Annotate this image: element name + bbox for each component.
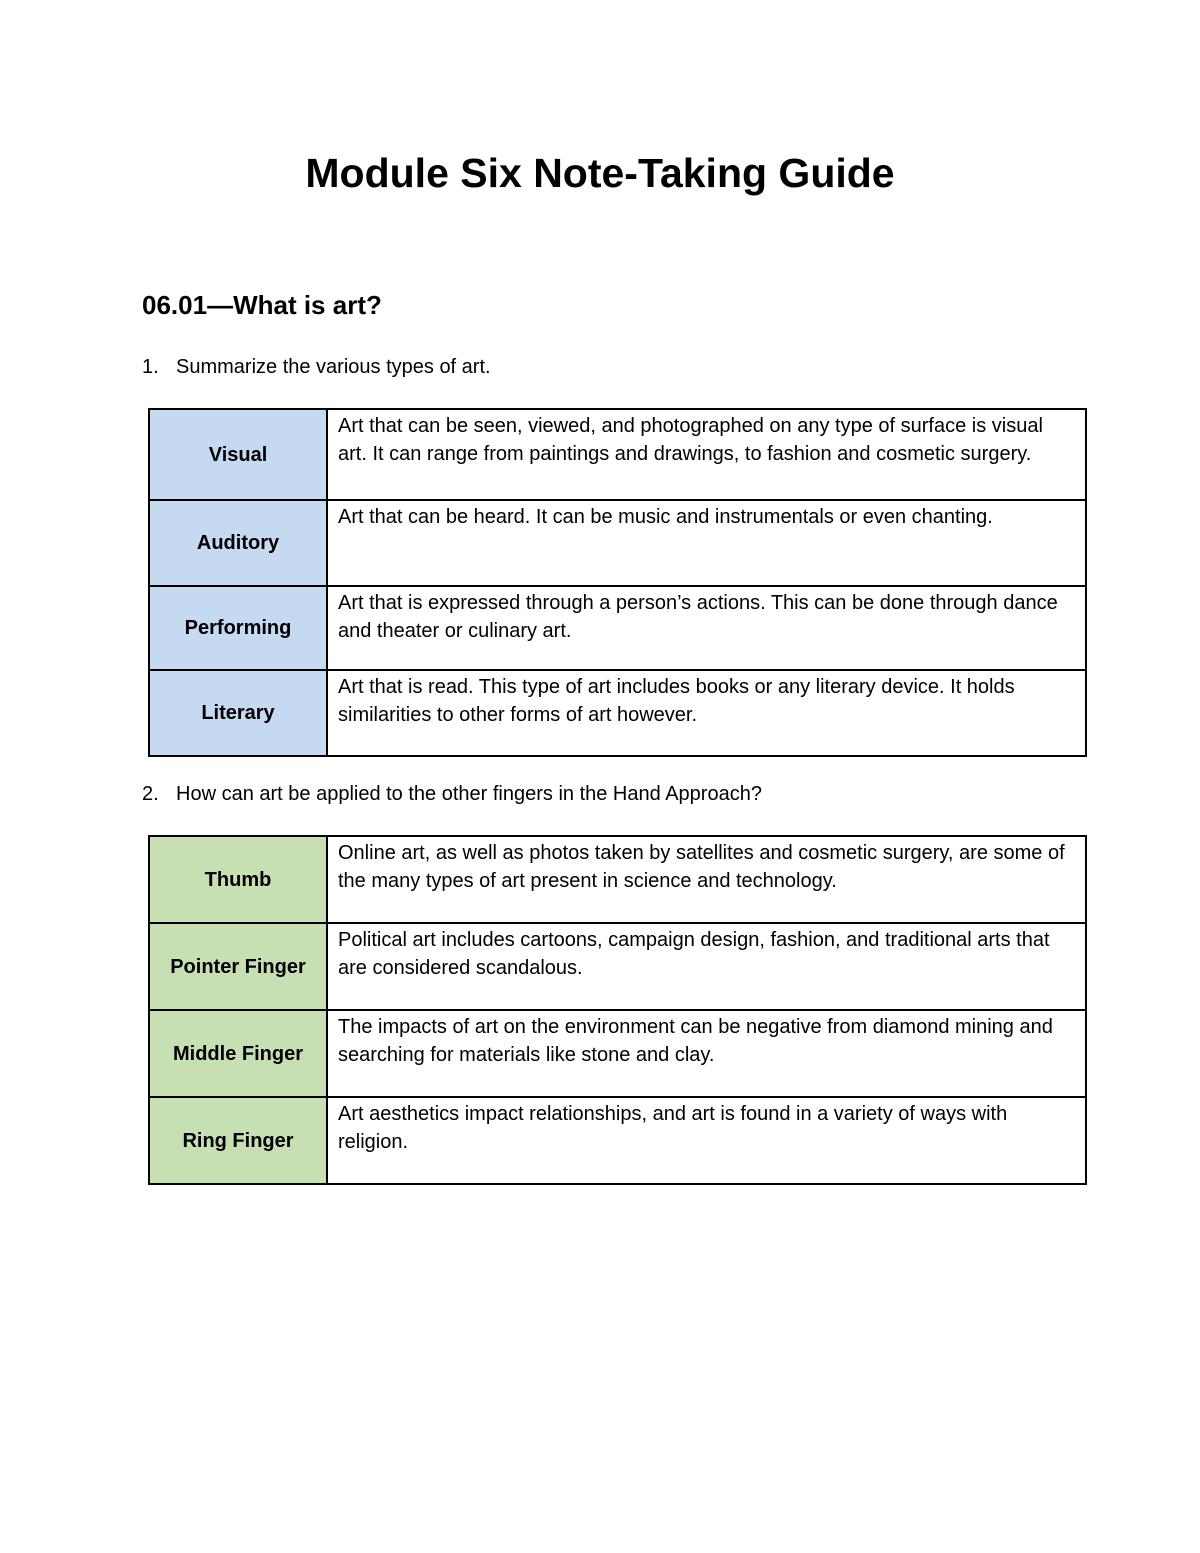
question-2 bbox=[142, 780, 762, 808]
art-type-description: Art that can be seen, viewed, and photographed on any type of surface is visual art. It can range from paintings and drawings, to fashion and cosmetic surgery. bbox=[327, 409, 1086, 500]
art-type-description: Art that is read. This type of art includes books or any literary device. It holds similarities to other forms of art however. bbox=[327, 670, 1086, 756]
art-type-label: Auditory bbox=[149, 500, 327, 586]
finger-description: Online art, as well as photos taken by satellites and cosmetic surgery, are some of the many types of art present in science and technology. bbox=[327, 836, 1086, 923]
section-heading: 06.01—What is art? bbox=[142, 290, 382, 320]
table-row bbox=[149, 670, 1086, 756]
finger-description: Art aesthetics impact relationships, and art is found in a variety of ways with religion. bbox=[327, 1097, 1086, 1184]
art-type-description: Art that can be heard. It can be music and instrumentals or even chanting. bbox=[327, 500, 1086, 586]
question-1-text: Summarize the various types of art. bbox=[176, 356, 491, 378]
finger-label: Thumb bbox=[149, 836, 327, 923]
question-2-text: How can art be applied to the other fingers in the Hand Approach? bbox=[176, 783, 762, 805]
table-row bbox=[149, 409, 1086, 500]
art-type-label: Literary bbox=[149, 670, 327, 756]
art-types-table bbox=[148, 408, 1087, 757]
table-row bbox=[149, 500, 1086, 586]
table-row bbox=[149, 1097, 1086, 1184]
finger-label: Ring Finger bbox=[149, 1097, 327, 1184]
finger-description: The impacts of art on the environment can be negative from diamond mining and searching for materials like stone and clay. bbox=[327, 1010, 1086, 1097]
hand-approach-table bbox=[148, 835, 1087, 1185]
art-type-description: Art that is expressed through a person’s actions. This can be done through dance and theater or culinary art. bbox=[327, 586, 1086, 670]
art-type-label: Visual bbox=[149, 409, 327, 500]
question-2-number: 2. bbox=[142, 783, 159, 805]
table-row bbox=[149, 923, 1086, 1010]
question-1 bbox=[142, 353, 491, 381]
finger-label: Pointer Finger bbox=[149, 923, 327, 1010]
page-title: Module Six Note-Taking Guide bbox=[305, 150, 895, 196]
finger-label: Middle Finger bbox=[149, 1010, 327, 1097]
table-row bbox=[149, 836, 1086, 923]
table-row bbox=[149, 586, 1086, 670]
finger-description: Political art includes cartoons, campaign design, fashion, and traditional arts that are considered scandalous. bbox=[327, 923, 1086, 1010]
question-1-number: 1. bbox=[142, 356, 159, 378]
art-type-label: Performing bbox=[149, 586, 327, 670]
table-row bbox=[149, 1010, 1086, 1097]
